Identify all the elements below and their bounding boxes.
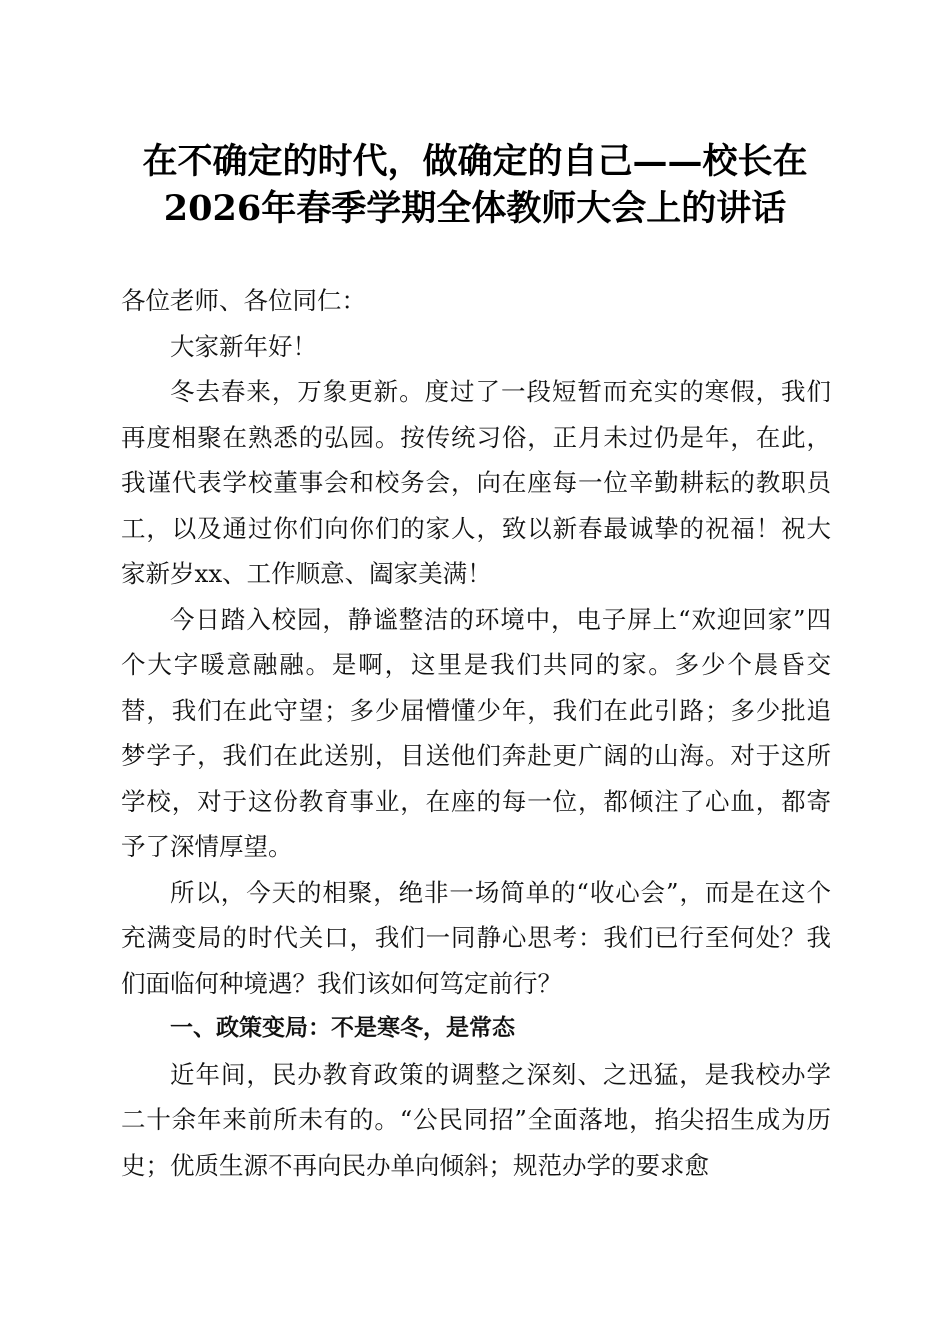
- salutation: 各位老师、各位同仁：: [121, 286, 366, 315]
- new-year-paragraph: 冬去春来，万象更新。度过了一段短暂而充实的寒假，我们再度相聚在熟悉的弘园。按传统习俗，正月未过仍是年，在此，我谨代表学校董事会和校务会，向在座每一位辛勤耕耘的教职员工，以及通过你们向你们的家人，致以新春最诚挚的祝福！祝大家新岁xx、工作顺意、阖家美满！: [121, 377, 831, 588]
- section-heading: 一、政策变局：不是寒冬，是常态: [170, 1015, 515, 1041]
- title-line-1: 在不确定的时代，做确定的自己——校长在: [142, 141, 808, 182]
- speech-body: [121, 278, 831, 1188]
- greeting-paragraph: 大家新年好！: [170, 331, 317, 361]
- campus-paragraph: 今日踏入校园，静谧整洁的环境中，电子屏上“欢迎回家”四个大字暖意融融。是啊，这里是我们共同的家。多少个晨昏交替，我们在此守望；多少届懵懂少年，我们在此引路；多少批追梦学子，我们在此送别，目送他们奔赴更广阔的山海。对于这所学校，对于这份教育事业，在座的每一位，都倾注了心血，都寄予了深情厚望。: [121, 604, 831, 861]
- reflection-paragraph: 所以，今天的相聚，绝非一场简单的“收心会”，而是在这个充满变局的时代关口，我们一同静心思考：我们已行至何处？我们面临何种境遇？我们该如何笃定前行？: [121, 877, 831, 998]
- title-line-2: 2026年春季学期全体教师大会上的讲话: [163, 188, 787, 229]
- policy-paragraph: 近年间，民办教育政策的调整之深刻、之迅猛，是我校办学二十余年来前所未有的。“公民同招”全面落地，掐尖招生成为历史；优质生源不再向民办单向倾斜；规范办学的要求愈: [121, 1059, 831, 1180]
- page-title: [110, 138, 840, 232]
